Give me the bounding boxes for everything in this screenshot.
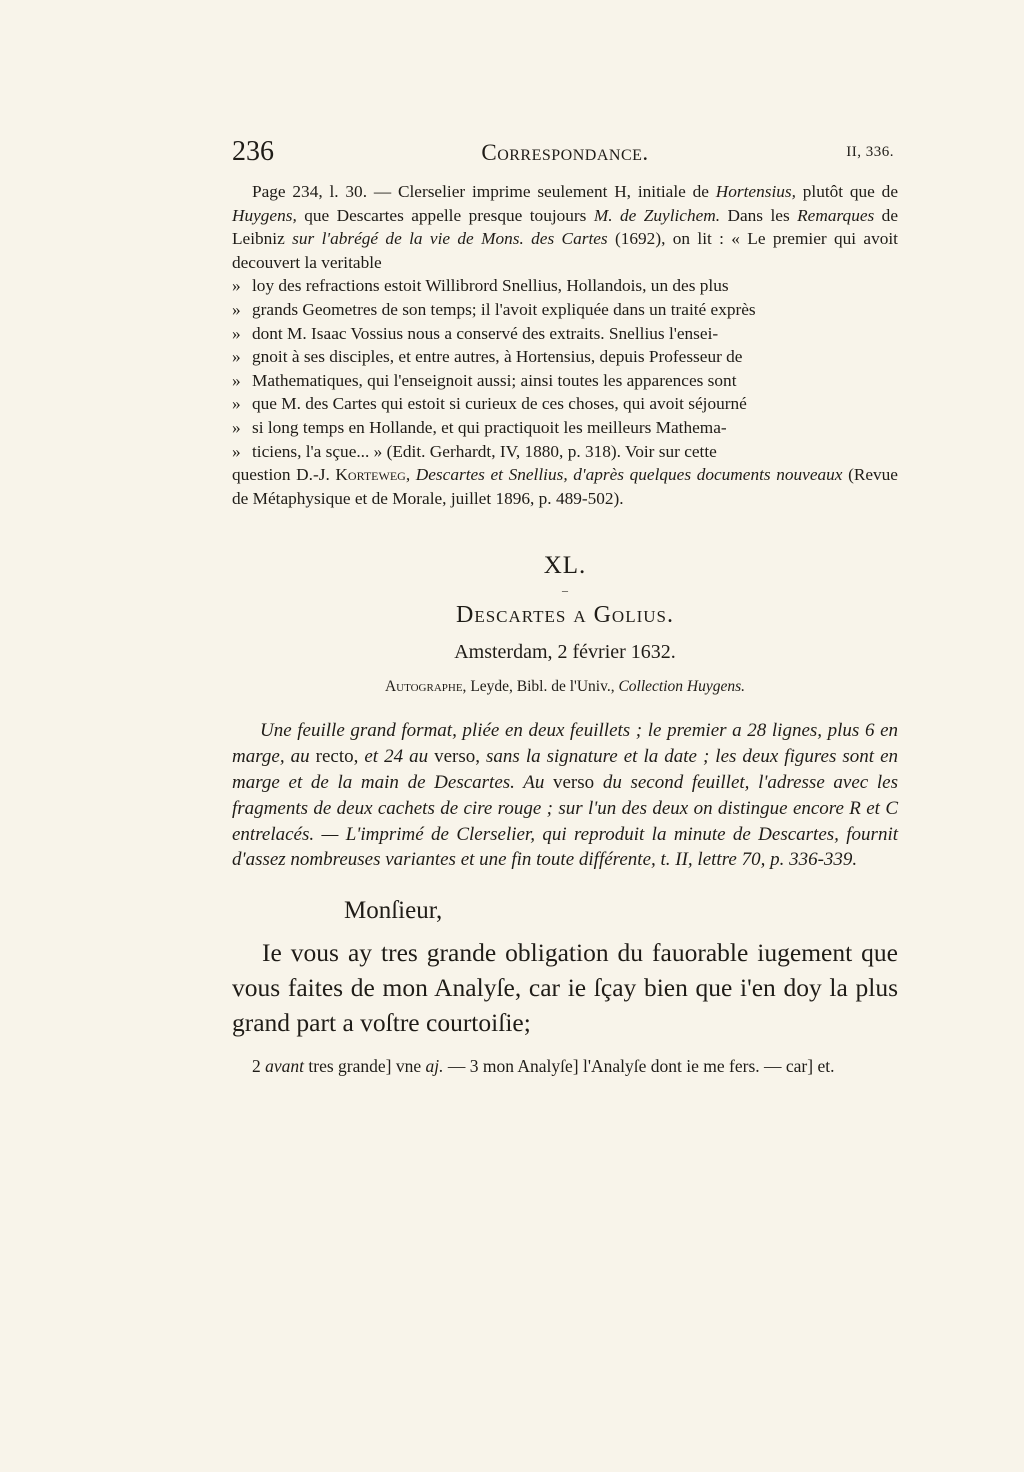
note-text: (1692), on lit : « Le premier qui avoit decouvert la veritable [232,229,898,272]
page-number: 236 [232,136,274,167]
note-lead: Page 234, l. 30. — [252,182,398,201]
source-collection: Collection Huygens. [618,678,746,696]
running-title: Correspondance. [481,140,649,165]
quote-line: » gnoit à ses disciples, et entre autres, à Hortensius, depuis Professeur de [232,347,743,367]
quote-line: » Mathematiques, qui l'enseignoit aussi; ainsi toutes les apparences sont [232,370,737,390]
letter-dateline: Amsterdam, 2 février 1632. [454,641,676,664]
letter-number: XL. [543,552,587,580]
note-abrege-title: sur l'abrégé de la vie de Mons. des Cartes [292,229,608,249]
note-huygens: Huygens, [232,205,297,225]
note-text: Clerselier imprime seulement H, initiale de [397,182,716,201]
note-tail: question D.-J. Korteweg, Descartes et Snellius, d'après quelques documents nouveaux (Revue de Métaphysique et de Morale, juillet 1896, p. 489-502). [232,465,898,508]
variant-readings: 2 avant tres grande] vne aj. — 3 mon Analyſe] l'Analyſe dont ie me fers. — car] et. [252,1056,835,1077]
note-paragraph [232,180,898,274]
quote-line: » loy des refractions estoit Willibrord Snellius, Hollandois, un des plus [232,276,729,296]
author-korteweg: Korteweg, [335,465,411,485]
footnote-block [232,180,898,510]
note-text: plutôt que de [795,182,898,201]
note-zuylichem: M. de Zuylichem. [593,205,721,225]
note-text: que Descartes appelle presque toujours [296,205,594,225]
letter-title: Descartes a Golius. [456,602,674,629]
quote-line: » si long temps en Hollande, et qui practiquoit les meilleurs Mathema- [232,417,727,437]
letter-paragraph: Ie vous ay tres grande obligation du fauorable iugement que vous faites de mon Analyſe, car ie ſçay bien que i'en doy la plus grand part a voſtre courtoiſie; [232,938,898,1038]
quote-line: » grands Geometres de son temps; il l'avoit expliquée dans un traité exprès [232,299,756,319]
article-title: Descartes et Snellius, d'après quelques documents nouveaux [415,465,843,485]
note-text: Dans les [720,205,798,225]
quote-line: » dont M. Isaac Vossius nous a conservé des extraits. Snellius l'ensei- [232,323,719,343]
source-location: Leyde, Bibl. de l'Univ., [466,678,619,696]
note-hortensius: Hortensius, [715,182,796,201]
manuscript-source [232,678,898,696]
quote-line: » que M. des Cartes qui estoit si curieux de ces choses, qui avoit séjourné [232,394,747,414]
source-type: Autographe, [384,678,467,696]
quote-line: » ticiens, l'a sçue... » (Edit. Gerhardt, IV, 1880, p. 318). Voir sur cette [232,441,717,461]
letter-salutation: Monſieur, [344,897,443,925]
book-page [232,132,898,1078]
volume-reference: II, 336. [846,144,894,160]
letter-body [232,935,898,1040]
note-remarques: Remarques [797,205,875,225]
manuscript-description: Une feuille grand format, pliée en deux feuillets ; le premier a 28 lignes, plus 6 en marge, au recto, et 24 au verso, sans la signature et la date ; les deux figures sont en marge et de la main de Descartes. Au verso du second feuillet, l'adresse avec les fragments de deux cachets de cire rouge ; sur l'un des deux on distingue encore R et C entrelacés. — L'imprimé de Clerselier, qui reproduit la minute de Descartes, fournit d'assez nombreuses variantes et une fin toute différente, t. II, lettre 70, p. 336-339. [232,720,898,871]
note-text: de Leibniz [232,205,898,249]
running-head [232,132,898,172]
ornament-dash: – [562,583,568,598]
